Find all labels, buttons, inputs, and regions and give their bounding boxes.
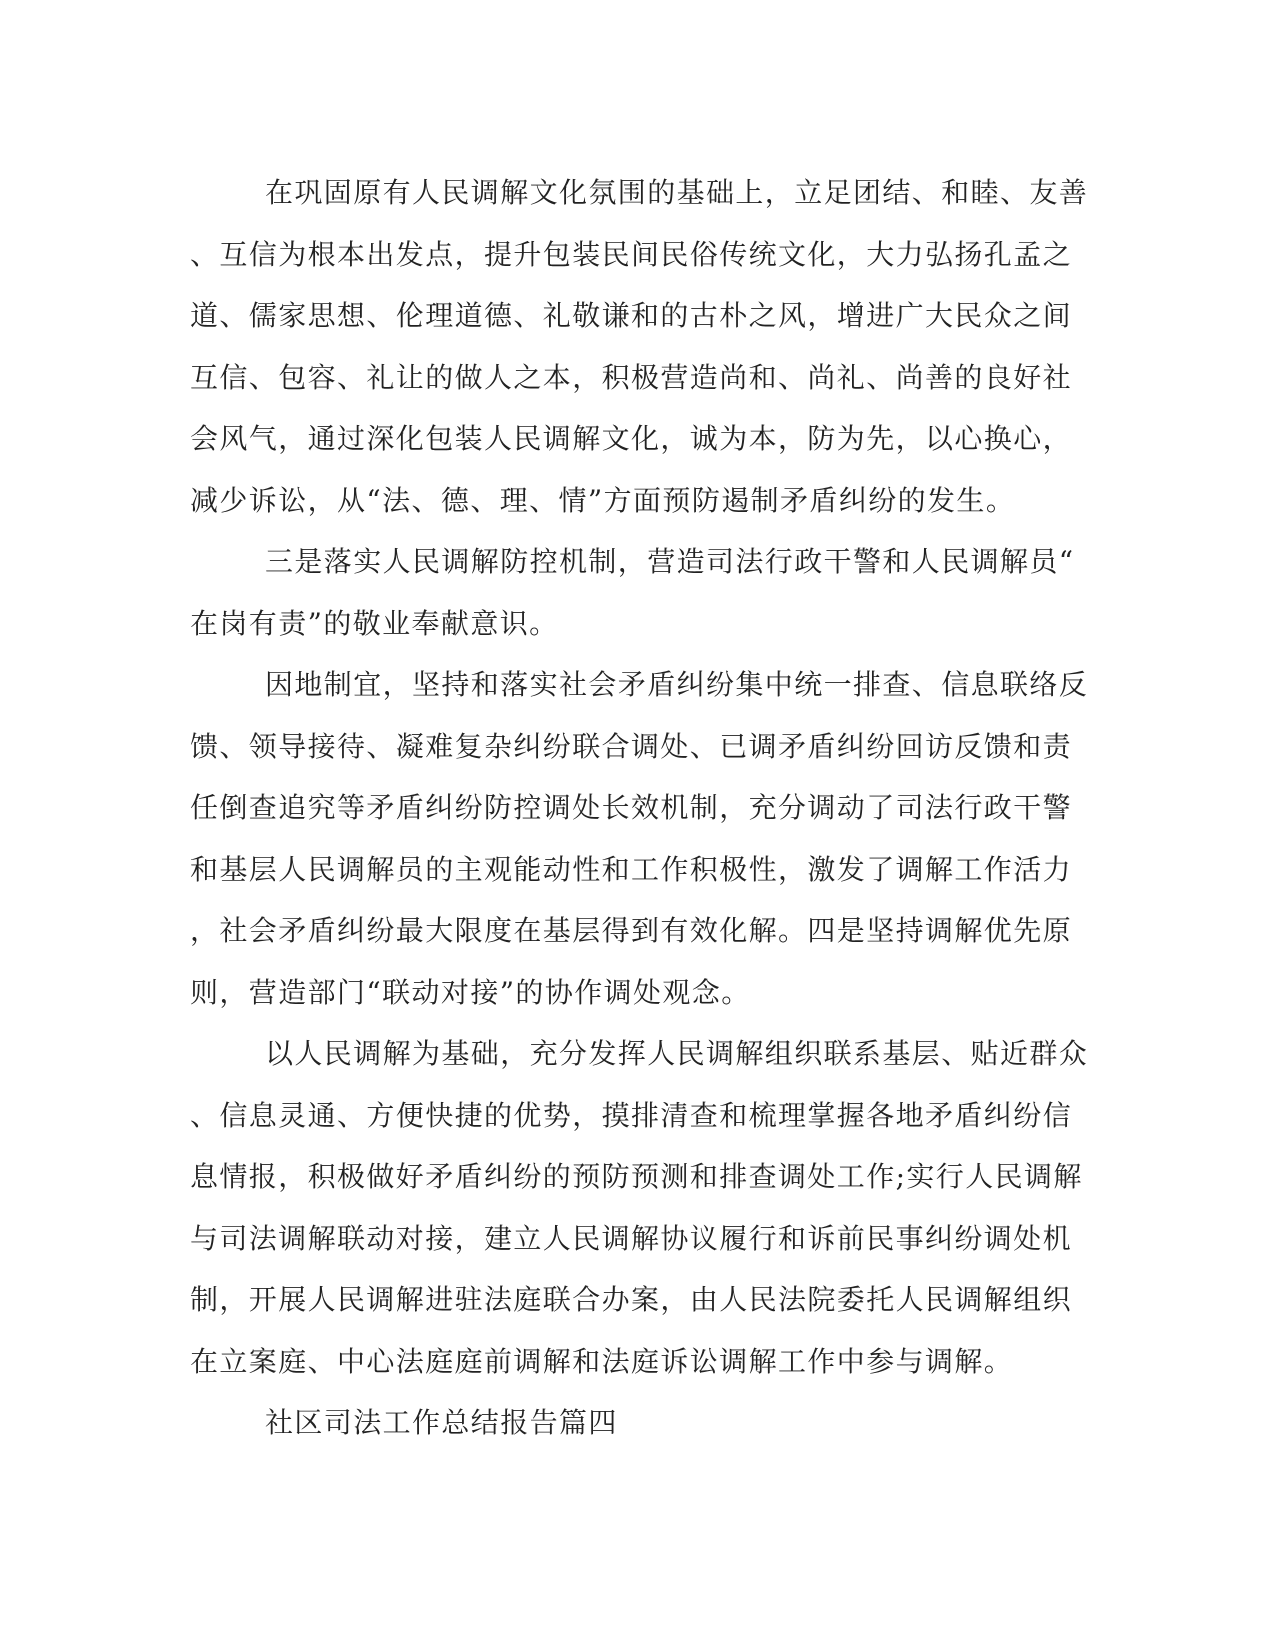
paragraph-line: 互信、包容、礼让的做人之本，积极营造尚和、尚礼、尚善的良好社 [190,360,1073,394]
paragraph-line: 、信息灵通、方便快捷的优势，摸排清查和梳理掌握各地矛盾纠纷信 [190,1098,1073,1132]
paragraph-line: 则，营造部门“联动对接”的协作调处观念。 [190,975,751,1009]
paragraph-line: 与司法调解联动对接，建立人民调解协议履行和诉前民事纠纷调处机 [190,1221,1073,1255]
paragraph-line: 减少诉讼，从“法、德、理、情”方面预防遏制矛盾纠纷的发生。 [190,483,1016,517]
section-heading: 社区司法工作总结报告篇四 [265,1406,618,1439]
paragraph-line: 任倒查追究等矛盾纠纷防控调处长效机制，充分调动了司法行政干警 [190,791,1073,824]
paragraph-line: 在立案庭、中心法庭庭前调解和法庭诉讼调解工作中参与调解。 [190,1344,1014,1378]
paragraph-line: 和基层人民调解员的主观能动性和工作积极性，激发了调解工作活力 [190,852,1073,886]
paragraph-line: 会风气，通过深化包装人民调解文化，诚为本，防为先，以心换心， [190,422,1073,455]
paragraph-line: 在岗有责”的敬业奉献意识。 [190,606,559,640]
paragraph-line: 以人民调解为基础，充分发挥人民调解组织联系基层、贴近群众 [265,1037,1089,1070]
paragraph-line: 道、儒家思想、伦理道德、礼敬谦和的古朴之风，增进广大民众之间 [190,299,1073,332]
paragraph-line: 制，开展人民调解进驻法庭联合办案，由人民法院委托人民调解组织 [190,1283,1073,1316]
paragraph-line: 在巩固原有人民调解文化氛围的基础上，立足团结、和睦、友善 [265,176,1089,209]
paragraph-line: 息情报，积极做好矛盾纠纷的预防预测和排查调处工作;实行人民调解 [190,1160,1083,1193]
document-body [190,162,1090,1454]
paragraph-line: 、互信为根本出发点，提升包装民间民俗传统文化，大力弘扬孔孟之 [190,237,1073,271]
paragraph-line: 因地制宜，坚持和落实社会矛盾纠纷集中统一排查、信息联络反 [265,668,1089,701]
paragraph-line: ，社会矛盾纠纷最大限度在基层得到有效化解。四是坚持调解优先原 [190,914,1073,947]
paragraph-line: 馈、领导接待、凝难复杂纠纷联合调处、已调矛盾纠纷回访反馈和责 [190,729,1073,763]
paragraph-line: 三是落实人民调解防控机制，营造司法行政干警和人民调解员“ [265,545,1075,578]
